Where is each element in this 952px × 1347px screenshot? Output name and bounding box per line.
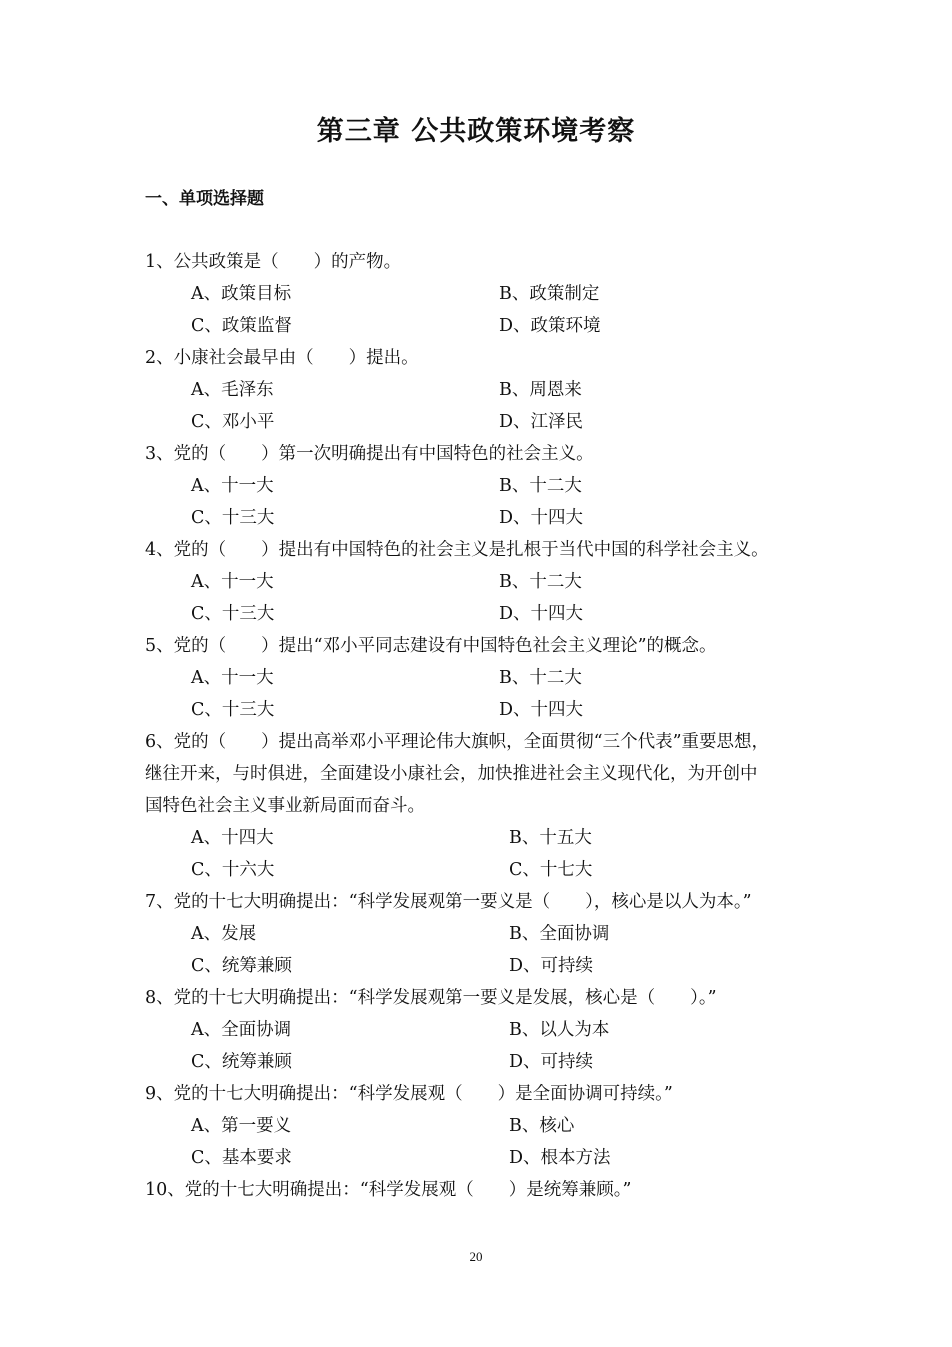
option-a: A、十一大: [191, 668, 274, 688]
option-d: D、可持续: [509, 956, 594, 976]
section-heading: 一、单项选择题: [145, 189, 264, 209]
option-c: C、十三大: [191, 604, 275, 624]
option-row: [191, 470, 815, 502]
option-c: C、统筹兼顾: [191, 1052, 292, 1072]
question-stem: 5、党的（ ）提出“邓小平同志建设有中国特色社会主义理论”的概念。: [145, 636, 717, 656]
option-b: B、周恩来: [499, 380, 582, 400]
option-b: B、十五大: [509, 828, 592, 848]
option-row: [191, 854, 815, 886]
question-stem: 3、党的（ ）第一次明确提出有中国特色的社会主义。: [145, 444, 594, 464]
option-c: C、十六大: [191, 860, 275, 880]
question-4: [145, 534, 815, 630]
option-a: A、政策目标: [191, 284, 292, 304]
question-2: [145, 342, 815, 438]
option-row: [191, 694, 815, 726]
question-5: [145, 630, 815, 726]
option-a: A、全面协调: [191, 1020, 292, 1040]
option-c: C、统筹兼顾: [191, 956, 292, 976]
question-stem: 4、党的（ ）提出有中国特色的社会主义是扎根于当代中国的科学社会主义。: [145, 540, 769, 560]
option-row: [191, 406, 815, 438]
option-b: B、全面协调: [509, 924, 610, 944]
question-7: [145, 886, 815, 982]
option-a: A、十一大: [191, 476, 274, 496]
option-b: B、核心: [509, 1116, 575, 1136]
option-a: A、第一要义: [191, 1116, 292, 1136]
option-row: [191, 950, 815, 982]
question-list: [145, 246, 815, 1206]
option-row: [191, 1014, 815, 1046]
question-stem: 8、党的十七大明确提出：“科学发展观第一要义是发展，核心是（ ）。”: [145, 988, 717, 1008]
question-6: [145, 726, 815, 886]
option-c: C、十三大: [191, 508, 275, 528]
option-d: D、江泽民: [499, 412, 584, 432]
option-b: B、以人为本: [509, 1020, 610, 1040]
option-c: C、政策监督: [191, 316, 292, 336]
option-d: C、十七大: [509, 860, 593, 880]
option-row: [191, 566, 815, 598]
option-c: C、邓小平: [191, 412, 275, 432]
option-d: D、可持续: [509, 1052, 594, 1072]
option-b: B、十二大: [499, 668, 582, 688]
option-d: D、十四大: [499, 508, 584, 528]
question-3: [145, 438, 815, 534]
option-row: [191, 918, 815, 950]
option-d: D、十四大: [499, 604, 584, 624]
option-a: A、发展: [191, 924, 257, 944]
option-row: [191, 310, 815, 342]
page-title: 第三章 公共政策环境考察: [316, 116, 636, 147]
question-stem: 7、党的十七大明确提出：“科学发展观第一要义是（ ），核心是以人为本。”: [145, 892, 752, 912]
question-10: [145, 1174, 815, 1206]
option-a: A、十一大: [191, 572, 274, 592]
option-row: [191, 278, 815, 310]
option-row: [191, 1142, 815, 1174]
option-row: [191, 502, 815, 534]
question-stem: 10、党的十七大明确提出：“科学发展观（ ）是统筹兼顾。”: [145, 1180, 632, 1200]
option-b: B、十二大: [499, 476, 582, 496]
option-c: C、十三大: [191, 700, 275, 720]
option-b: B、政策制定: [499, 284, 600, 304]
option-row: [191, 1046, 815, 1078]
option-row: [191, 374, 815, 406]
question-8: [145, 982, 815, 1078]
option-a: A、十四大: [191, 828, 274, 848]
option-c: C、基本要求: [191, 1148, 292, 1168]
option-d: D、政策环境: [499, 316, 601, 336]
question-stem-line: 继往开来，与时俱进，全面建设小康社会，加快推进社会主义现代化，为开创中: [145, 764, 758, 784]
question-stem: 9、党的十七大明确提出：“科学发展观（ ）是全面协调可持续。”: [145, 1084, 673, 1104]
page-number: 20: [469, 1249, 483, 1264]
question-stem: 2、小康社会最早由（ ）提出。: [145, 348, 419, 368]
question-stem: 1、公共政策是（ ）的产物。: [145, 252, 402, 272]
question-stem-line: 国特色社会主义事业新局面而奋斗。: [145, 796, 425, 816]
option-row: [191, 598, 815, 630]
option-row: [191, 1110, 815, 1142]
question-stem-line: 6、党的（ ）提出高举邓小平理论伟大旗帜，全面贯彻“三个代表”重要思想，: [145, 732, 770, 752]
option-b: B、十二大: [499, 572, 582, 592]
question-9: [145, 1078, 815, 1174]
option-d: D、根本方法: [509, 1148, 611, 1168]
question-1: [145, 246, 815, 342]
option-d: D、十四大: [499, 700, 584, 720]
option-row: [191, 662, 815, 694]
option-row: [191, 822, 815, 854]
option-a: A、毛泽东: [191, 380, 274, 400]
